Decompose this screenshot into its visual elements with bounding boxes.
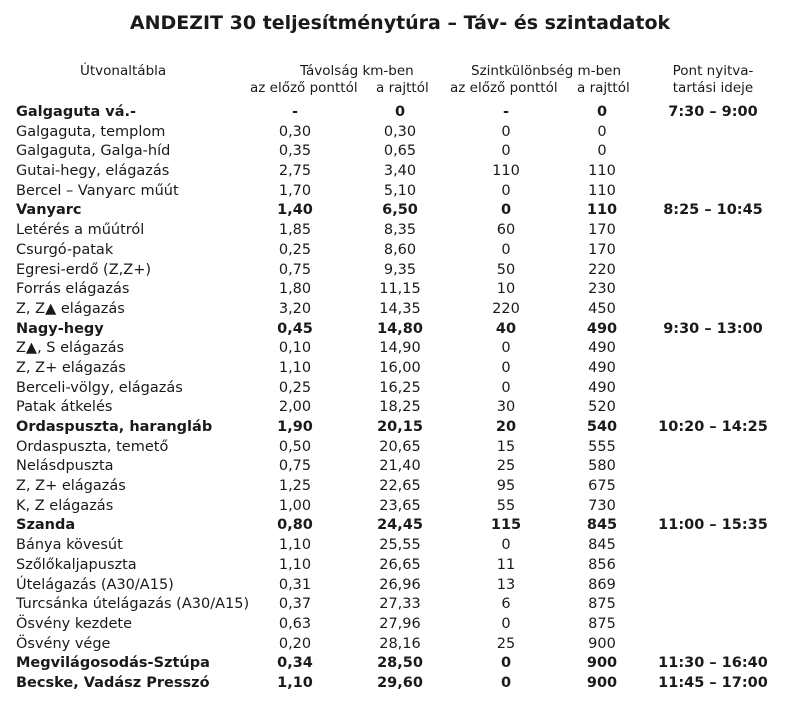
elevation-from-start: 845 (588, 537, 616, 554)
waypoint-name: Z▲, S elágazás (16, 340, 125, 357)
elevation-from-start: 555 (588, 438, 616, 455)
elevation-start-header: a rajttól (577, 80, 630, 96)
waypoint-name: Z, Z▲ elágazás (16, 300, 125, 317)
waypoint-name: Ösvény vége (16, 635, 111, 652)
table-row (0, 556, 800, 576)
distance-from-previous: 0,10 (278, 340, 312, 357)
waypoint-name: Megvilágosodás-Sztúpa (16, 655, 210, 672)
waypoint-name: K, Z elágazás (16, 497, 114, 514)
distance-from-previous: 1,90 (277, 419, 313, 435)
table-row (0, 398, 800, 418)
table-row (0, 635, 800, 655)
elevation-from-previous: 13 (496, 576, 516, 593)
open-time: 7:30 – 9:00 (668, 104, 758, 120)
elevation-from-start: 490 (588, 379, 616, 396)
elevation-from-start: 730 (588, 497, 616, 514)
waypoint-name: Z, Z+ elágazás (16, 478, 126, 495)
table-row (0, 359, 800, 379)
elevation-from-start: 845 (586, 517, 618, 534)
distance-from-previous: 0,75 (278, 458, 312, 475)
waypoint-name: Szőlőkaljapuszta (16, 556, 137, 573)
elevation-from-previous: 25 (496, 635, 516, 652)
distance-from-previous: 2,75 (278, 163, 312, 180)
table-row (0, 457, 800, 477)
distance-from-start: 14,35 (379, 300, 421, 317)
distance-from-previous: 1,00 (278, 497, 312, 514)
distance-from-start: 0,30 (383, 123, 417, 140)
elevation-from-previous: 110 (492, 163, 520, 180)
distance-from-previous: 0,30 (278, 123, 312, 140)
elevation-from-start: 856 (588, 556, 616, 573)
distance-from-start: 11,15 (379, 281, 421, 298)
distance-from-start: 16,00 (379, 359, 421, 376)
distance-from-previous: 1,10 (278, 359, 312, 376)
elevation-from-previous: 95 (496, 478, 516, 495)
waypoint-name: Szanda (16, 517, 76, 534)
distance-from-previous: 3,20 (278, 300, 312, 317)
distance-from-start: 6,50 (382, 202, 418, 219)
distance-from-previous: 2,00 (278, 399, 312, 416)
waypoint-name: Z, Z+ elágazás (16, 359, 126, 376)
elevation-from-start: 520 (588, 399, 616, 416)
elevation-from-start: 110 (588, 182, 616, 199)
open-time: 10:20 – 14:25 (658, 419, 768, 435)
distance-from-start: 23,65 (379, 497, 421, 514)
distance-from-previous: 0,34 (277, 655, 313, 672)
elevation-from-previous: 25 (496, 458, 516, 475)
elevation-from-start: 490 (588, 359, 616, 376)
distance-from-start: 16,25 (379, 379, 421, 396)
open-time: 11:00 – 15:35 (658, 517, 768, 534)
route-table (0, 103, 800, 694)
elevation-from-start: 900 (586, 655, 618, 672)
distance-from-start: 8,60 (383, 241, 417, 258)
elevation-from-start: 875 (588, 615, 616, 632)
page-title: ANDEZIT 30 teljesítménytúra – Táv- és szintadatok (129, 12, 671, 34)
checkpoint-row (0, 201, 800, 221)
waypoint-name: Bánya kövesút (16, 537, 123, 554)
elevation-from-previous: 0 (501, 379, 511, 396)
distance-from-start: 3,40 (383, 163, 417, 180)
waypoint-name: Bercel – Vanyarc műút (16, 182, 179, 199)
waypoint-name: Letérés a műútról (16, 222, 145, 239)
checkpoint-row (0, 320, 800, 340)
elevation-from-previous: 220 (492, 300, 520, 317)
elevation-from-start: 490 (588, 340, 616, 357)
waypoint-name: Turcsánka útelágazás (A30/A15) (16, 596, 250, 613)
elevation-from-previous: 0 (501, 123, 511, 140)
table-row (0, 438, 800, 458)
waypoint-name: Ordaspuszta, temető (16, 438, 169, 455)
table-row (0, 497, 800, 517)
distance-header: Távolság km-ben (300, 63, 414, 79)
distance-from-previous: 1,25 (278, 478, 312, 495)
distance-from-start: 24,45 (377, 517, 423, 534)
elevation-from-previous: 15 (496, 438, 516, 455)
table-row (0, 182, 800, 202)
waypoint-name: Galgaguta, templom (16, 123, 166, 140)
elevation-from-previous: 0 (501, 143, 511, 160)
checkpoint-row (0, 418, 800, 438)
distance-from-previous: 0,50 (278, 438, 312, 455)
elevation-from-previous: 20 (495, 419, 517, 435)
elevation-from-start: 110 (588, 163, 616, 180)
distance-from-start: 29,60 (377, 674, 423, 691)
table-row (0, 280, 800, 300)
elevation-prev-header: az előző ponttól (450, 80, 558, 96)
checkpoint-row (0, 674, 800, 694)
distance-from-start: 0 (394, 104, 406, 120)
elevation-from-start: 869 (588, 576, 616, 593)
distance-from-previous: 1,10 (278, 556, 312, 573)
distance-from-start: 5,10 (383, 182, 417, 199)
distance-from-previous: 0,75 (278, 261, 312, 278)
distance-from-start: 27,96 (379, 615, 421, 632)
table-row (0, 123, 800, 143)
elevation-from-start: 110 (586, 202, 618, 219)
distance-from-previous: 0,20 (278, 635, 312, 652)
elevation-from-start: 900 (588, 635, 616, 652)
distance-from-start: 20,65 (379, 438, 421, 455)
distance-from-start: 21,40 (379, 458, 421, 475)
elevation-from-start: 170 (588, 241, 616, 258)
elevation-from-start: 490 (586, 320, 618, 337)
distance-from-previous: 1,10 (277, 674, 313, 691)
waypoint-name: Ösvény kezdete (16, 615, 132, 632)
elevation-from-previous: 0 (500, 655, 512, 672)
elevation-from-start: 580 (588, 458, 616, 475)
distance-from-previous: 1,40 (277, 202, 313, 219)
distance-from-start: 28,50 (377, 655, 423, 672)
table-row (0, 142, 800, 162)
elevation-from-start: 450 (588, 300, 616, 317)
waypoint-name: Galgaguta, Galga-híd (16, 143, 171, 160)
waypoint-name: Nagy-hegy (16, 320, 104, 337)
elevation-from-start: 0 (596, 104, 608, 120)
elevation-from-previous: 0 (500, 674, 512, 691)
elevation-from-previous: 115 (490, 517, 522, 534)
elevation-from-previous: 0 (500, 202, 512, 219)
checkpoint-row (0, 654, 800, 674)
elevation-from-start: 540 (586, 419, 618, 435)
elevation-from-start: 0 (597, 123, 607, 140)
distance-from-previous: - (291, 104, 299, 120)
distance-from-start: 26,65 (379, 556, 421, 573)
distance-from-start: 27,33 (379, 596, 421, 613)
waypoint-name: Egresi-erdő (Z,Z+) (16, 261, 151, 278)
distance-from-previous: 0,80 (277, 517, 313, 534)
table-row (0, 221, 800, 241)
open-time-header-line2: tartási ideje (672, 80, 754, 96)
distance-from-start: 8,35 (383, 222, 417, 239)
distance-from-start: 0,65 (383, 143, 417, 160)
waypoint-name: Nelásdpuszta (16, 458, 114, 475)
distance-from-previous: 0,37 (278, 596, 312, 613)
elevation-from-start: 230 (588, 281, 616, 298)
distance-from-previous: 1,85 (278, 222, 312, 239)
open-time-header-line1: Pont nyitva- (672, 63, 754, 79)
table-row (0, 595, 800, 615)
elevation-from-previous: 6 (501, 596, 511, 613)
table-row (0, 241, 800, 261)
elevation-header: Szintkülönbség m-ben (471, 63, 622, 79)
table-row (0, 536, 800, 556)
elevation-from-previous: 0 (501, 537, 511, 554)
checkpoint-row (0, 516, 800, 536)
open-time: 11:30 – 16:40 (658, 655, 768, 672)
open-time: 8:25 – 10:45 (663, 202, 763, 219)
distance-from-start: 20,15 (377, 419, 423, 435)
elevation-from-previous: 50 (496, 261, 516, 278)
distance-from-start: 14,80 (377, 320, 423, 337)
elevation-from-start: 220 (588, 261, 616, 278)
elevation-from-previous: - (502, 104, 510, 120)
table-row (0, 615, 800, 635)
elevation-from-previous: 55 (496, 497, 516, 514)
elevation-from-start: 170 (588, 222, 616, 239)
elevation-from-previous: 0 (501, 241, 511, 258)
checkpoint-row (0, 103, 800, 123)
distance-from-start: 28,16 (379, 635, 421, 652)
waypoint-name: Forrás elágazás (16, 281, 130, 298)
table-row (0, 300, 800, 320)
waypoint-name: Vanyarc (16, 202, 82, 219)
waypoint-name: Becske, Vadász Presszó (16, 674, 210, 691)
elevation-from-previous: 60 (496, 222, 516, 239)
distance-from-start: 22,65 (379, 478, 421, 495)
distance-from-start: 25,55 (379, 537, 421, 554)
elevation-from-start: 675 (588, 478, 616, 495)
distance-from-previous: 0,45 (277, 320, 313, 337)
distance-start-header: a rajttól (376, 80, 429, 96)
distance-prev-header: az előző ponttól (250, 80, 358, 96)
elevation-from-previous: 0 (501, 615, 511, 632)
distance-from-previous: 0,25 (278, 379, 312, 396)
table-row (0, 261, 800, 281)
elevation-from-previous: 11 (496, 556, 516, 573)
distance-from-previous: 0,31 (278, 576, 312, 593)
distance-from-start: 14,90 (379, 340, 421, 357)
elevation-from-previous: 10 (496, 281, 516, 298)
distance-from-start: 26,96 (379, 576, 421, 593)
table-row (0, 162, 800, 182)
elevation-from-previous: 40 (495, 320, 517, 337)
table-row (0, 379, 800, 399)
elevation-from-start: 0 (597, 143, 607, 160)
route-table-header: Útvonaltábla (80, 63, 167, 79)
distance-from-previous: 0,35 (278, 143, 312, 160)
elevation-from-previous: 0 (501, 182, 511, 199)
distance-from-previous: 0,63 (278, 615, 312, 632)
table-row (0, 339, 800, 359)
waypoint-name: Csurgó-patak (16, 241, 114, 258)
open-time: 11:45 – 17:00 (658, 674, 768, 691)
distance-from-start: 9,35 (383, 261, 417, 278)
waypoint-name: Ordaspuszta, harangláb (16, 419, 213, 435)
elevation-from-previous: 30 (496, 399, 516, 416)
table-row (0, 477, 800, 497)
elevation-from-previous: 0 (501, 359, 511, 376)
distance-from-previous: 1,10 (278, 537, 312, 554)
distance-from-start: 18,25 (379, 399, 421, 416)
waypoint-name: Gutai-hegy, elágazás (16, 163, 170, 180)
distance-from-previous: 1,80 (278, 281, 312, 298)
waypoint-name: Útelágazás (A30/A15) (16, 576, 174, 593)
table-row (0, 576, 800, 596)
waypoint-name: Patak átkelés (16, 399, 113, 416)
elevation-from-start: 875 (588, 596, 616, 613)
waypoint-name: Berceli-völgy, elágazás (16, 379, 183, 396)
elevation-from-start: 900 (586, 674, 618, 691)
elevation-from-previous: 0 (501, 340, 511, 357)
open-time: 9:30 – 13:00 (663, 320, 763, 337)
distance-from-previous: 0,25 (278, 241, 312, 258)
waypoint-name: Galgaguta vá.- (16, 104, 137, 120)
distance-from-previous: 1,70 (278, 182, 312, 199)
